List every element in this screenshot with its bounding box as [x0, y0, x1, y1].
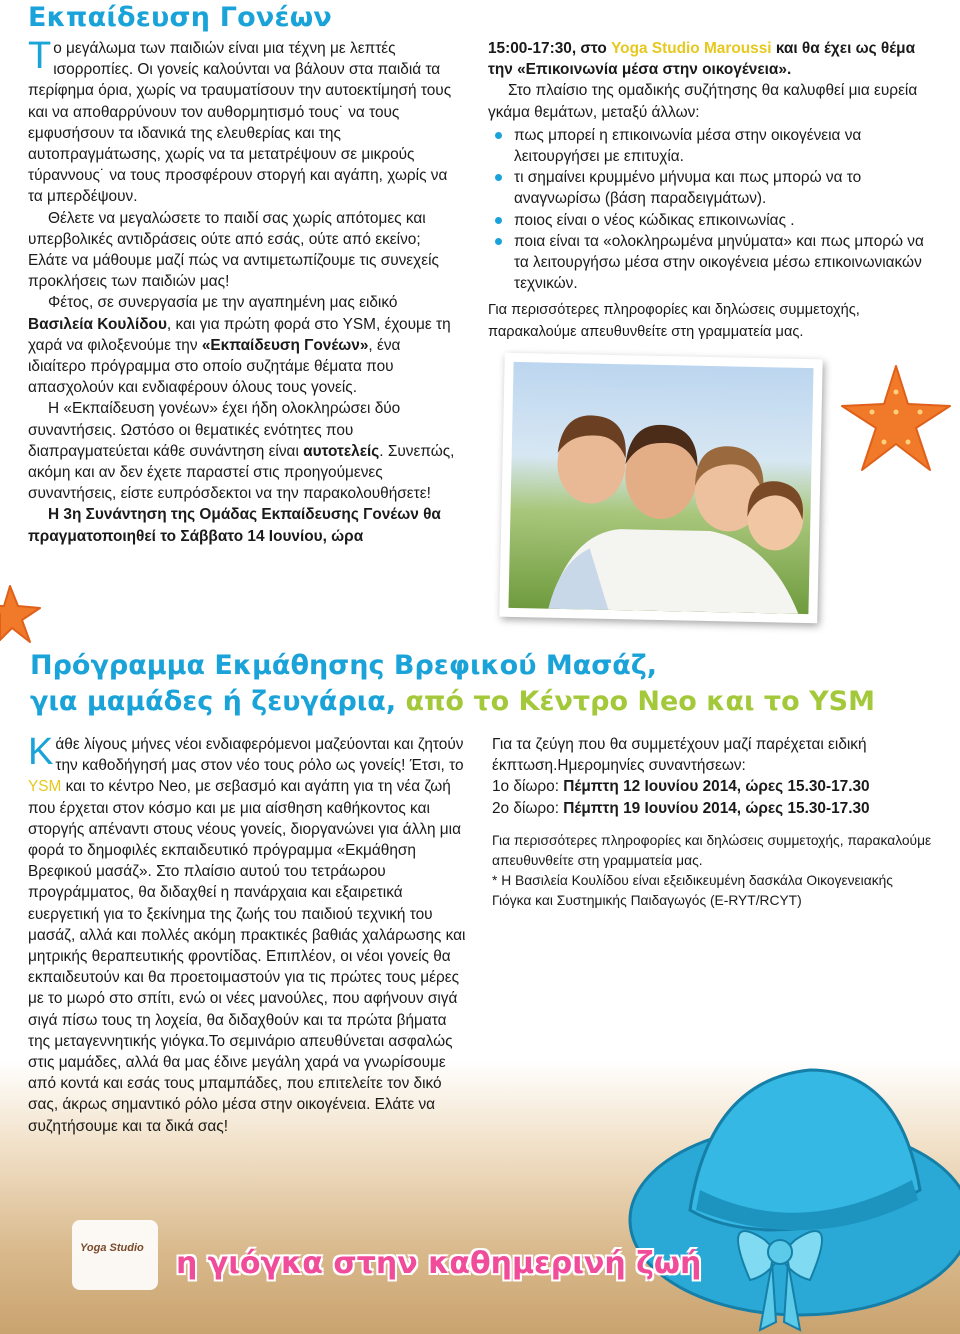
intro-paragraph — [28, 35, 462, 208]
desc-text-a: άθε λίγους μήνες νέοι ενδιαφερόμενοι μαζεύονται και ζητούν την καθοδήγησή μας στον νέο τους ρόλο ως γονείς! Έτσι, το — [55, 736, 464, 775]
list-item: ποιος είναι ο νέος κώδικας επικοινωνίας . — [488, 210, 928, 231]
p3-text-a: Φέτος, σε συνεργασία με την αγαπημένη μας ειδικό — [48, 294, 398, 312]
beach-hat-icon — [600, 1040, 960, 1334]
title-line-2 — [30, 684, 875, 720]
section1-left-column — [28, 35, 462, 547]
section2-info: Για περισσότερες πληροφορίες και δηλώσεις συμμετοχής, παρακαλούμε απευθυνθείτε στη γραμματεία μας. — [492, 832, 932, 868]
date-1-value: Πέμπτη 12 Ιουνίου 2014, ώρες 15.30-17.30 — [563, 778, 870, 796]
venue-name: Yoga Studio Maroussi — [611, 40, 772, 57]
footer-tagline: η γιόγκα στην καθημερινή ζωή — [176, 1246, 702, 1281]
section-title-parent-education: Εκπαίδευση Γονέων — [28, 2, 332, 33]
section-title-baby-massage — [30, 648, 875, 720]
section2-right-column — [492, 734, 932, 911]
family-illustration — [508, 362, 813, 614]
p4-bold: αυτοτελείς — [303, 442, 380, 460]
studio-logo — [72, 1220, 158, 1290]
logo-text: Yoga Studio — [80, 1242, 144, 1254]
dropcap: Τ — [28, 35, 52, 77]
title-line-2a: για μαμάδες ή ζευγάρια, — [30, 686, 406, 717]
p4-text-b: . Συνεπώς, ακόμη και αν δεν έχετε παραστεί στις προηγούμενες συναντήσεις, είστε ευπρόσδεκτοι να την παρακολουθήσετε! — [28, 442, 455, 503]
paragraph-4 — [28, 398, 462, 504]
dropcap: Κ — [28, 731, 54, 773]
program-name: «Εκπαίδευση Γονέων» — [201, 336, 369, 354]
paragraph-3 — [28, 292, 462, 398]
instructor-note: * Η Βασιλεία Κουλίδου είναι εξειδικευμένη δασκάλα Οικογενειακής Γιόγκα και Συστημικής Παιδαγωγός (E-RYT/RCYT) — [492, 872, 893, 908]
family-photo — [499, 353, 822, 624]
topics-intro: Στο πλαίσιο της ομαδικής συζήτησης θα καλυφθεί μια ευρεία γκάμα θεμάτων, μεταξύ άλλων: — [488, 82, 918, 121]
paragraph-2: Θέλετε να μεγαλώσετε το παιδί σας χωρίς απότομες και υπερβολικές αντιδράσεις ούτε από εσάς, ούτε από εκείνο; Ελάτε να μάθουμε μαζί πώς να αντιμετωπίζουμε τις συνεχείς προκλήσεις των παιδιών μας! — [28, 209, 439, 291]
p3-text-b: , και για πρώτη φορά στο YSM, έχουμε τη χαρά να φιλοξενούμε την — [28, 315, 451, 354]
ysm-highlight: YSM — [28, 778, 62, 796]
list-item: τι σημαίνει κρυμμένο μήνυμα και πως μπορώ να το αναγνωρίσω (βάση παραδειγμάτων). — [488, 167, 928, 209]
title-line-1: Πρόγραμμα Εκμάθησης Βρεφικού Μασάζ, — [30, 650, 658, 681]
time-text: 15:00-17:30, στο — [488, 40, 612, 57]
info-text: Για περισσότερες πληροφορίες και δηλώσεις συμμετοχής, παρακαλούμε απευθυνθείτε στη γραμματεία μας. — [488, 302, 860, 340]
title-line-2b: από το Κέντρο Neo και το YSM — [405, 686, 875, 717]
topic-text: και θα έχει ως θέμα την «Επικοινωνία μέσα στην οικογένεια». — [488, 40, 916, 79]
date-2-label: 2ο δίωρο: — [492, 799, 564, 817]
section1-right-column — [488, 38, 928, 343]
couples-text: Για τα ζεύγη που θα συμμετέχουν μαζί παρέχεται ειδική έκπτωση.Ημερομηνίες συναντήσεων: — [492, 736, 867, 775]
date-2-value: Πέμπτη 19 Ιουνίου 2014, ώρες 15.30-17.30 — [563, 799, 870, 817]
instructor-name: Βασιλεία Κουλίδου — [28, 315, 167, 333]
p3-text-c: , ένα ιδιαίτερο πρόγραμμα στο οποίο συζητάμε θέματα που απασχολούν και ενδιαφέρουν όλους τους γονείς. — [28, 336, 401, 397]
list-item: ποια είναι τα «ολοκληρωμένα μηνύματα» και πως μπορώ να τα λειτουργήσω μέσα στην οικογένεια μέσω επικοινωνιακών τεχνικών. — [488, 231, 928, 295]
topics-list — [488, 125, 928, 295]
paragraph-5: Η 3η Συνάντηση της Ομάδας Εκπαίδευσης Γονέων θα πραγματοποιηθεί το Σάββατο 14 Ιουνίου, ώρα — [28, 506, 441, 545]
starfish-icon — [838, 362, 954, 474]
list-item: πως μπορεί η επικοινωνία μέσα στην οικογένεια να λειτουργήσει με επιτυχία. — [488, 125, 928, 167]
date-1 — [492, 776, 932, 797]
starfish-icon — [0, 584, 44, 646]
intro-text: ο μεγάλωμα των παιδιών είναι μια τέχνη με λεπτές ισορροπίες. Οι γονείς καλούνται να βάλουν στα παιδιά τα περίφημα όρια, χωρίς να τραυματίσουν την αυτοεκτίμησή τους και να αποθαρρύνουν τον αυθορμητισμό τους˙ να τους εμφυσήσουν τα ιδανικά της ελευθερίας και της αυτοπραγμάτωσης, χωρίς να τα μετατρέψουν σε μικρούς τύραννους˙ να τους προσφέρουν στοργή και αγάπη, χωρίς να τα μπερδέψουν. — [28, 40, 452, 206]
section2-left-column — [28, 731, 472, 1137]
date-2 — [492, 798, 932, 819]
massage-description — [28, 731, 472, 1137]
date-1-label: 1ο δίωρο: — [492, 778, 564, 796]
p4-text-a: Η «Εκπαίδευση γονέων» έχει ήδη ολοκληρώσει δύο συναντήσεις. Ωστόσο οι θεματικές ενότητες που διαπραγματεύεται κάθε συνάντηση είναι — [28, 400, 401, 460]
desc-text-b: και το κέντρο Neo, με σεβασμό και αγάπη για τη νέα ζωή που έρχεται στον κόσμο και με μια αίσθηση καθήκοντος και στοργής απέναντι στους νέους γονείς, διοργανώνει για άλλη μια φορά το δημοφιλές εκπαιδευτικό πρόγραμμα «Εκμάθηση Βρεφικού μασάζ». Στο πλαίσιο αυτού του τετράωρου προγράμματος, θα διδαχθεί η πανάρχαια και εξαιρετικά ευεργετική για το ξεκίνημα της ζωής του παιδιού τεχνική του μασάζ, αλλά και πολλές ακόμη πρακτικές βαθιάς χαλάρωσης και μητρικής θεραπευτικής φροντίδας. Επιπλέον, οι νέοι γονείς θα εκπαιδευτούν και θα προετοιμαστούν για τις πρώτες τους μέρες με το μωρό στο σπίτι, ενώ οι νέες μανούλες, που αφήνουν σιγά σιγά πίσω τους τη λοχεία, θα διδαχθούν και τα πρώτα βήματα της μεταγεννητικής γιόγκα.Το σεμινάριο απευθύνεται ασφαλώς στις μαμάδες, αλλά θα μας έδινε μεγάλη χαρά να γνωρίσουμε από κοντά και εσάς τους μπαμπάδες, που επιτελείτε τον δικό σας, άκρως σημαντικό ρόλο μέσα στην οικογένεια. Ελάτε να συζητήσουμε και τα δικά σας! — [28, 778, 466, 1135]
meeting-time — [488, 38, 928, 80]
